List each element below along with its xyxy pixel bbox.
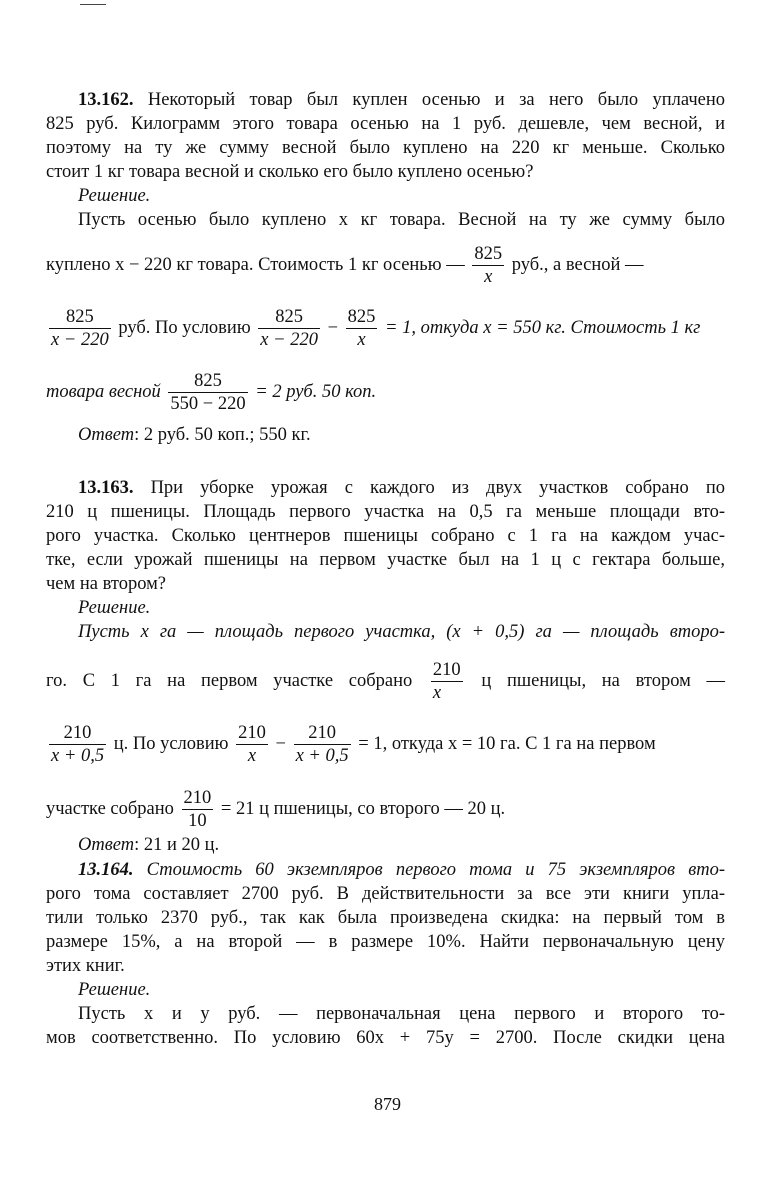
problem-163-line-3: рого участка. Сколько центнеров пшеницы собрано с 1 га на каждом учас- (46, 526, 725, 546)
problem-163-line-1: 13.163. При уборке урожая с каждого из двух участков собрано по (78, 478, 725, 498)
problem-163-solution-heading: Решение. (78, 598, 151, 618)
problem-164-line-3: тили только 2370 руб., так как была произведена скидка: на первый том в (46, 908, 725, 928)
fraction: $\frac{210}{x}$ (432, 660, 461, 703)
fraction: $\frac{210}{x + 0,5}$ (51, 723, 105, 766)
problem-163-solution-line-4: участке собрано $\frac{210}{10}$ = 21 ц пшеницы, со второго — 20 ц. (46, 788, 506, 831)
problem-164-line-4: размере 15%, а на второй — в размере 10%. Найти первоначальную цену (46, 932, 725, 952)
fraction: $\frac{825}{x}$ (347, 307, 376, 350)
problem-163-line-2: 210 ц пшеницы. Площадь первого участка на 0,5 га меньше площади вто- (46, 502, 725, 522)
problem-162-solution-line-2: куплено x − 220 кг товара. Стоимость 1 кг осенью — $\frac{825}{x}$ руб., а весной — (46, 244, 644, 287)
problem-162-line-4: стоит 1 кг товара весной и сколько его было куплено осенью? (46, 162, 534, 182)
problem-163-line-5: чем на втором? (46, 574, 167, 594)
problem-162-solution-heading: Решение. (78, 186, 151, 206)
problem-163-solution-line-1: Пусть x га — площадь первого участка, (x + 0,5) га — площадь второ- (78, 622, 725, 642)
fraction: $\frac{210}{x + 0,5}$ (295, 723, 349, 766)
problem-162-line-3: поэтому на ту же сумму весной было куплено на 220 кг меньше. Сколько (46, 138, 725, 158)
problem-163-line-4: тке, если урожай пшеницы на первом участке был на 1 ц с гектара больше, (46, 550, 725, 570)
problem-162-solution-line-3: $\frac{825}{x - 220}$ руб. По условию $\frac{825}{x - 220}$ − $\frac{825}{x}$ = 1, откуда x = 550 кг. Стоимость 1 кг (51, 307, 701, 350)
problem-164-solution-heading: Решение. (78, 980, 151, 1000)
problem-162-solution-line-1: Пусть осенью было куплено x кг товара. Весной на ту же сумму было (78, 210, 725, 230)
problem-164-solution-line-1: Пусть x и y руб. — первоначальная цена первого и второго то- (78, 1004, 725, 1024)
fraction: $\frac{825}{x}$ (474, 244, 503, 287)
problem-163-solution-line-3: $\frac{210}{x + 0,5}$ ц. По условию $\frac{210}{x}$ − $\frac{210}{x + 0,5}$ = 1, откуда x = 10 га. С 1 га на первом (51, 723, 656, 766)
problem-162-number: 13.162. (78, 90, 134, 110)
problem-162-line-1: 13.162. Некоторый товар был куплен осенью и за него было уплачено (78, 90, 725, 110)
page-number: 879 (374, 1094, 401, 1114)
top-rule (80, 4, 106, 5)
problem-162-answer: Ответ: 2 руб. 50 коп.; 550 кг. (78, 425, 311, 445)
problem-164-line-5: этих книг. (46, 956, 125, 976)
fraction: $\frac{825}{x - 220}$ (51, 307, 109, 350)
problem-164-line-2: рого тома составляет 2700 руб. В действительности за все эти книги упла- (46, 884, 725, 904)
problem-164-number: 13.164. (78, 860, 134, 880)
fraction: $\frac{825}{550 - 220}$ (170, 371, 246, 414)
problem-163-number: 13.163. (78, 478, 134, 498)
problem-163-answer: Ответ: 21 и 20 ц. (78, 835, 220, 855)
problem-164-line-1: 13.164. Стоимость 60 экземпляров первого тома и 75 экземпляров вто- (78, 860, 725, 880)
problem-162-solution-line-4: товара весной $\frac{825}{550 - 220}$ = 2 руб. 50 коп. (46, 371, 377, 414)
problem-162-line-2: 825 руб. Килограмм этого товара осенью на 1 руб. дешевле, чем весной, и (46, 114, 725, 134)
fraction: $\frac{210}{10}$ (183, 788, 212, 831)
problem-164-solution-line-2: мов соответственно. По условию 60x + 75y = 2700. После скидки цена (46, 1028, 725, 1048)
fraction: $\frac{825}{x - 220}$ (260, 307, 318, 350)
problem-163-solution-line-2: го. С 1 га на первом участке собрано $\frac{210}{x}$ ц пшеницы, на втором — (46, 660, 725, 703)
fraction: $\frac{210}{x}$ (238, 723, 266, 766)
